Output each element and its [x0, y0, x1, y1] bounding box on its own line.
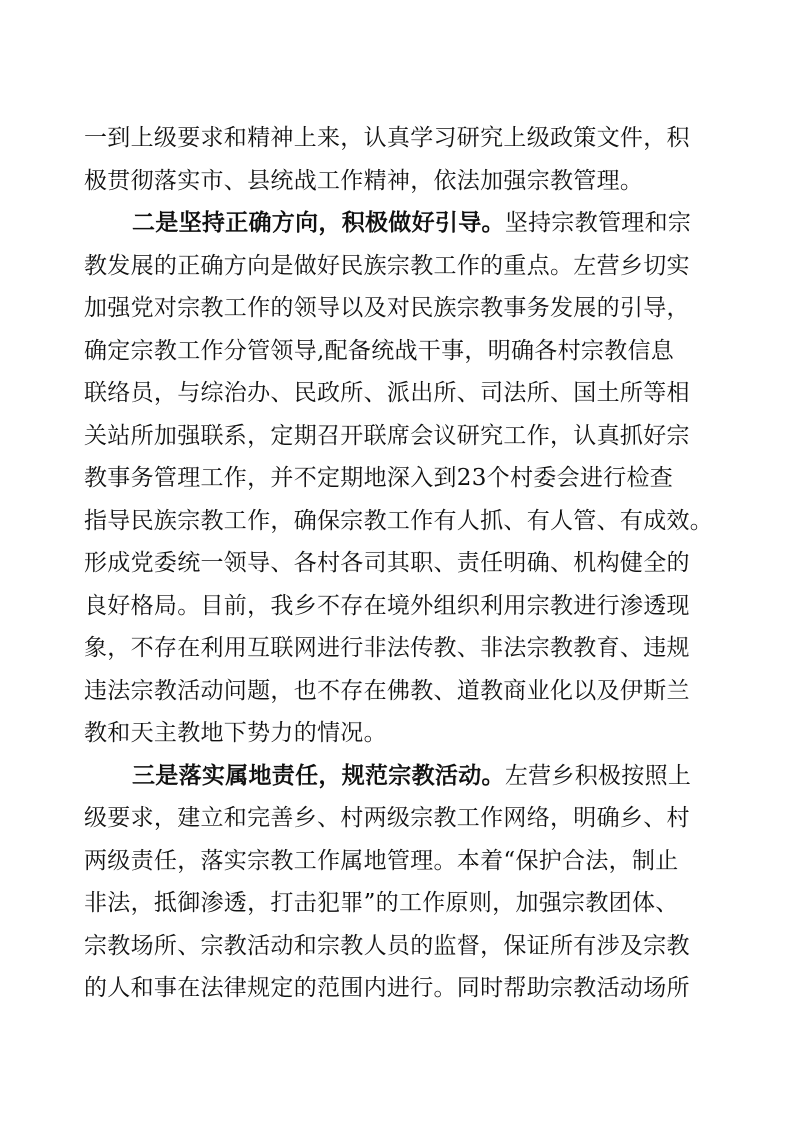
text-line: 极贯彻落实市、县统战工作精神，依法加强宗教管理。: [84, 167, 644, 194]
text-line: 教事务管理工作，并不定期地深入到23个村委会进行检查: [84, 465, 674, 491]
paragraph-text: 坚持宗教管理和宗: [504, 210, 692, 236]
text-line: 确定宗教工作分管领导,配备统战干事，明确各村宗教信息: [84, 337, 675, 364]
text-line: 指导民族宗教工作，确保宗教工作有人抓、有人管、有成效。: [84, 507, 714, 534]
text-line: 宗教场所、宗教活动和宗教人员的监督，保证所有涉及宗教: [84, 932, 690, 959]
text-line: 非法，抵御渗透，打击犯罪”的工作原则，加强宗教团体、: [84, 890, 679, 916]
paragraph-start-line: [84, 755, 724, 798]
text-line: 一到上级要求和精神上来，认真学习研究上级政策文件，积: [84, 125, 690, 151]
text-line: 良好格局。目前，我乡不存在境外组织利用宗教进行渗透现: [84, 592, 690, 619]
text-line: 教发展的正确方向是做好民族宗教工作的重点。左营乡切实: [84, 252, 690, 279]
paragraph-heading: 二是坚持正确方向，积极做好引导。: [132, 209, 505, 236]
paragraph-heading: 三是落实属地责任，规范宗教活动。: [132, 761, 505, 789]
text-line: 违法宗教活动问题，也不存在佛教、道教商业化以及伊斯兰: [84, 677, 690, 704]
text-line: 象，不存在利用互联网进行非法传教、非法宗教教育、违规: [84, 635, 690, 661]
paragraph-text: 左营乡积极按照上: [504, 762, 692, 789]
text-line: 的人和事在法律规定的范围内进行。同时帮助宗教活动场所: [84, 975, 690, 1001]
text-line: 形成党委统一领导、各村各司其职、责任明确、机构健全的: [84, 550, 690, 576]
text-line: 联络员，与综治办、民政所、派出所、司法所、国土所等相: [84, 380, 690, 406]
text-line: 教和天主教地下势力的情况。: [84, 720, 387, 746]
text-line: 两级责任，落实宗教工作属地管理。本着“保护合法，制止: [84, 847, 679, 874]
document-body: [84, 117, 724, 1010]
paragraph-start-line: [84, 202, 724, 245]
text-line: 级要求，建立和完善乡、村两级宗教工作网络，明确乡、村: [84, 805, 690, 831]
text-line: 关站所加强联系，定期召开联席会议研究工作，认真抓好宗: [84, 422, 690, 449]
text-line: 加强党对宗教工作的领导以及对民族宗教事务发展的引导，: [84, 295, 690, 321]
